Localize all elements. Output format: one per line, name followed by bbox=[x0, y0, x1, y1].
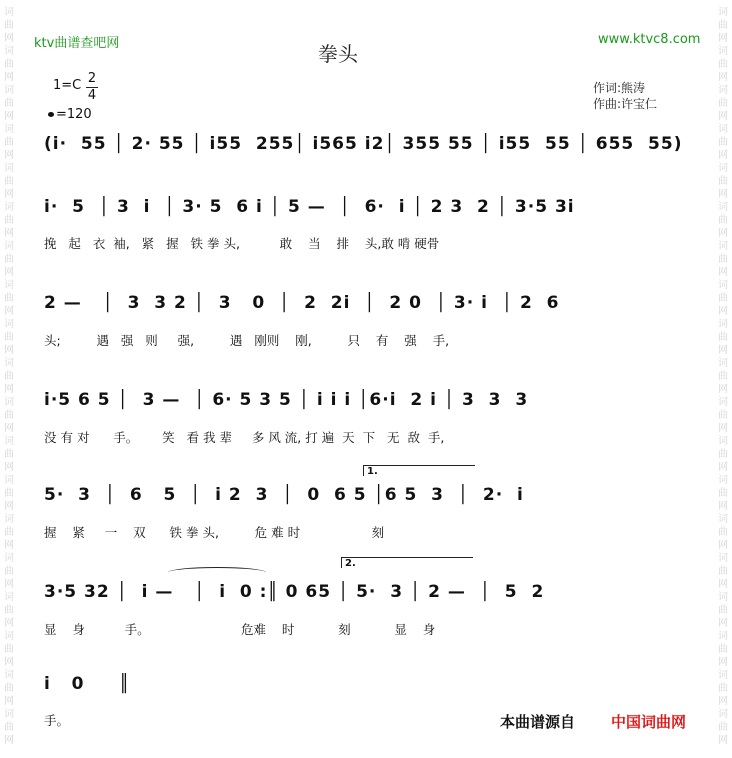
watermark-glyph: 词 bbox=[4, 670, 14, 681]
watermark-glyph: 网 bbox=[4, 150, 14, 161]
watermark-glyph: 网 bbox=[4, 189, 14, 200]
watermark-glyph: 曲 bbox=[718, 644, 728, 655]
watermark-glyph: 词 bbox=[718, 670, 728, 681]
time-signature bbox=[86, 72, 98, 103]
score-line-2 bbox=[44, 197, 696, 219]
watermark-glyph: 词 bbox=[4, 514, 14, 525]
watermark-glyph: 词 bbox=[718, 592, 728, 603]
lyrics-row: 手。 bbox=[44, 713, 70, 728]
notation-row: (i· 55 │ 2· 55 │ i55 255│ i565 i2│ 355 55 │ i55 55 │ 655 55) bbox=[44, 134, 683, 154]
watermark-glyph: 曲 bbox=[718, 254, 728, 265]
watermark-glyph: 网 bbox=[718, 501, 728, 512]
watermark-glyph: 网 bbox=[718, 735, 728, 746]
watermark-glyph: 网 bbox=[4, 579, 14, 590]
watermark-glyph: 词 bbox=[718, 280, 728, 291]
watermark-glyph: 网 bbox=[718, 150, 728, 161]
watermark-glyph: 词 bbox=[718, 85, 728, 96]
notation-row: 2 — │ 3 3 2 │ 3 0 │ 2 2i │ 2 0 │ 3· i │ 2 6 bbox=[44, 293, 560, 313]
watermark-glyph: 网 bbox=[4, 72, 14, 83]
notation-row: 3·5 32 │ i — │ i 0 :║ 0 65 │ 5· 3 │ 2 — │ 5 2 bbox=[44, 582, 545, 602]
watermark-glyph: 曲 bbox=[718, 59, 728, 70]
score-line-3 bbox=[44, 293, 696, 315]
watermark-glyph: 曲 bbox=[4, 722, 14, 733]
watermark-glyph: 曲 bbox=[4, 488, 14, 499]
volta-2: 2. bbox=[341, 557, 473, 568]
watermark-glyph: 词 bbox=[718, 202, 728, 213]
watermark-glyph: 网 bbox=[718, 228, 728, 239]
watermark-glyph: 词 bbox=[718, 163, 728, 174]
watermark-glyph: 词 bbox=[718, 241, 728, 252]
watermark-glyph: 曲 bbox=[718, 98, 728, 109]
watermark-glyph: 词 bbox=[718, 46, 728, 57]
watermark-glyph: 曲 bbox=[718, 683, 728, 694]
watermark-glyph: 网 bbox=[718, 579, 728, 590]
notation-row: i 0 ║ bbox=[44, 674, 131, 694]
watermark-glyph: 曲 bbox=[4, 644, 14, 655]
watermark-glyph: 网 bbox=[4, 618, 14, 629]
watermark-glyph: 网 bbox=[4, 735, 14, 746]
watermark-glyph: 网 bbox=[718, 33, 728, 44]
watermark-glyph: 网 bbox=[4, 228, 14, 239]
watermark-glyph: 曲 bbox=[718, 566, 728, 577]
site-url-right: www.ktvc8.com bbox=[598, 32, 701, 47]
watermark-glyph: 网 bbox=[718, 462, 728, 473]
watermark-left bbox=[2, 6, 16, 747]
watermark-glyph: 网 bbox=[718, 384, 728, 395]
watermark-glyph: 词 bbox=[4, 358, 14, 369]
watermark-glyph: 词 bbox=[4, 85, 14, 96]
watermark-glyph: 网 bbox=[4, 423, 14, 434]
watermark-glyph: 曲 bbox=[4, 254, 14, 265]
lyricist-credit: 作词:熊涛 bbox=[593, 81, 646, 95]
score-line-5 bbox=[44, 485, 696, 507]
credits bbox=[593, 80, 657, 112]
watermark-glyph: 曲 bbox=[4, 176, 14, 187]
watermark-glyph: 词 bbox=[718, 475, 728, 486]
watermark-glyph: 词 bbox=[4, 592, 14, 603]
time-bottom: 4 bbox=[87, 88, 97, 103]
watermark-glyph: 曲 bbox=[4, 605, 14, 616]
time-top: 2 bbox=[87, 71, 97, 86]
watermark-glyph: 网 bbox=[4, 657, 14, 668]
watermark-glyph: 词 bbox=[4, 631, 14, 642]
watermark-glyph: 曲 bbox=[718, 527, 728, 538]
watermark-glyph: 曲 bbox=[4, 410, 14, 421]
watermark-glyph: 词 bbox=[718, 709, 728, 720]
tempo-value: =120 bbox=[56, 107, 92, 122]
notation-row: 5· 3 │ 6 5 │ i 2 3 │ 0 6 5 │6 5 3 │ 2· i bbox=[44, 485, 524, 505]
watermark-glyph: 网 bbox=[718, 72, 728, 83]
key-signature: 1=C bbox=[53, 78, 82, 93]
composer-credit: 作曲:许宝仁 bbox=[593, 97, 658, 111]
watermark-glyph: 网 bbox=[4, 462, 14, 473]
quarter-note-icon bbox=[48, 112, 54, 117]
lyrics-row: 挽 起 衣 袖, 紧 握 铁 拳 头, 敢 当 排 头,敢 啃 硬骨 bbox=[44, 236, 440, 251]
watermark-glyph: 词 bbox=[718, 7, 728, 18]
watermark-glyph: 网 bbox=[4, 267, 14, 278]
watermark-glyph: 曲 bbox=[718, 722, 728, 733]
watermark-glyph: 词 bbox=[4, 475, 14, 486]
watermark-glyph: 网 bbox=[4, 540, 14, 551]
watermark-glyph: 网 bbox=[4, 33, 14, 44]
site-name-left: ktv曲谱查吧网 bbox=[34, 36, 120, 51]
watermark-glyph: 曲 bbox=[4, 449, 14, 460]
watermark-glyph: 网 bbox=[4, 111, 14, 122]
score-line-6 bbox=[44, 582, 696, 604]
watermark-glyph: 曲 bbox=[4, 98, 14, 109]
volta-1: 1. bbox=[363, 465, 475, 476]
watermark-glyph: 网 bbox=[4, 306, 14, 317]
watermark-glyph: 曲 bbox=[718, 20, 728, 31]
watermark-glyph: 曲 bbox=[718, 215, 728, 226]
notation-row: i·5 6 5 │ 3 — │ 6· 5 3 5 │ i i i │6·i 2 i │ 3 3 3 bbox=[44, 390, 529, 410]
watermark-glyph: 词 bbox=[718, 124, 728, 135]
watermark-glyph: 网 bbox=[4, 384, 14, 395]
watermark-glyph: 曲 bbox=[4, 215, 14, 226]
watermark-glyph: 词 bbox=[718, 319, 728, 330]
watermark-glyph: 网 bbox=[4, 345, 14, 356]
watermark-glyph: 曲 bbox=[718, 137, 728, 148]
watermark-glyph: 词 bbox=[4, 397, 14, 408]
watermark-glyph: 词 bbox=[718, 514, 728, 525]
watermark-glyph: 词 bbox=[718, 436, 728, 447]
source-site: 中国词曲网 bbox=[611, 713, 687, 731]
watermark-glyph: 词 bbox=[4, 163, 14, 174]
watermark-glyph: 词 bbox=[4, 124, 14, 135]
watermark-glyph: 曲 bbox=[4, 20, 14, 31]
watermark-glyph: 词 bbox=[4, 553, 14, 564]
watermark-glyph: 网 bbox=[718, 696, 728, 707]
watermark-glyph: 网 bbox=[718, 306, 728, 317]
watermark-glyph: 网 bbox=[718, 618, 728, 629]
score-line-4 bbox=[44, 390, 696, 412]
watermark-glyph: 曲 bbox=[4, 59, 14, 70]
watermark-glyph: 网 bbox=[718, 189, 728, 200]
watermark-glyph: 曲 bbox=[718, 293, 728, 304]
notation-row: i· 5 │ 3 i │ 3· 5 6 i │ 5 — │ 6· i │ 2 3 2 │ 3·5 3i bbox=[44, 197, 575, 217]
song-title: 拳头 bbox=[318, 42, 358, 66]
watermark-glyph: 曲 bbox=[4, 683, 14, 694]
tempo-marking bbox=[48, 107, 92, 122]
watermark-glyph: 曲 bbox=[4, 332, 14, 343]
watermark-glyph: 网 bbox=[718, 267, 728, 278]
lyrics-row: 显 身 手。 危难 时 刻 显 身 bbox=[44, 622, 436, 637]
watermark-glyph: 词 bbox=[718, 397, 728, 408]
watermark-glyph: 词 bbox=[4, 202, 14, 213]
watermark-glyph: 曲 bbox=[718, 332, 728, 343]
watermark-glyph: 网 bbox=[4, 696, 14, 707]
watermark-right bbox=[716, 6, 730, 747]
score-line-1 bbox=[44, 134, 696, 156]
watermark-glyph: 词 bbox=[718, 553, 728, 564]
watermark-glyph: 曲 bbox=[718, 605, 728, 616]
watermark-glyph: 词 bbox=[4, 709, 14, 720]
watermark-glyph: 词 bbox=[4, 280, 14, 291]
watermark-glyph: 曲 bbox=[718, 371, 728, 382]
watermark-glyph: 曲 bbox=[718, 449, 728, 460]
watermark-glyph: 网 bbox=[718, 657, 728, 668]
watermark-glyph: 词 bbox=[718, 358, 728, 369]
watermark-glyph: 曲 bbox=[4, 566, 14, 577]
watermark-glyph: 网 bbox=[718, 111, 728, 122]
watermark-glyph: 网 bbox=[718, 423, 728, 434]
lyrics-row: 没 有 对 手。 笑 看 我 辈 多 风 流, 打 遍 天 下 无 敌 手, bbox=[44, 430, 445, 445]
watermark-glyph: 曲 bbox=[718, 176, 728, 187]
watermark-glyph: 曲 bbox=[4, 137, 14, 148]
watermark-glyph: 词 bbox=[4, 7, 14, 18]
score-line-7 bbox=[44, 674, 696, 696]
watermark-glyph: 曲 bbox=[718, 410, 728, 421]
tie-arc bbox=[168, 567, 266, 578]
watermark-glyph: 词 bbox=[718, 631, 728, 642]
lyrics-row: 握 紧 一 双 铁 拳 头, 危 难 时 刻 bbox=[44, 525, 385, 540]
watermark-glyph: 词 bbox=[4, 319, 14, 330]
watermark-glyph: 词 bbox=[4, 46, 14, 57]
watermark-glyph: 曲 bbox=[4, 371, 14, 382]
watermark-glyph: 曲 bbox=[4, 527, 14, 538]
source-label: 本曲谱源自 bbox=[500, 713, 576, 731]
watermark-glyph: 网 bbox=[718, 540, 728, 551]
watermark-glyph: 词 bbox=[4, 436, 14, 447]
watermark-glyph: 网 bbox=[4, 501, 14, 512]
watermark-glyph: 曲 bbox=[4, 293, 14, 304]
watermark-glyph: 网 bbox=[718, 345, 728, 356]
lyrics-row: 头; 遇 强 则 强, 遇 刚则 刚, 只 有 强 手, bbox=[44, 333, 450, 348]
watermark-glyph: 词 bbox=[4, 241, 14, 252]
watermark-glyph: 曲 bbox=[718, 488, 728, 499]
